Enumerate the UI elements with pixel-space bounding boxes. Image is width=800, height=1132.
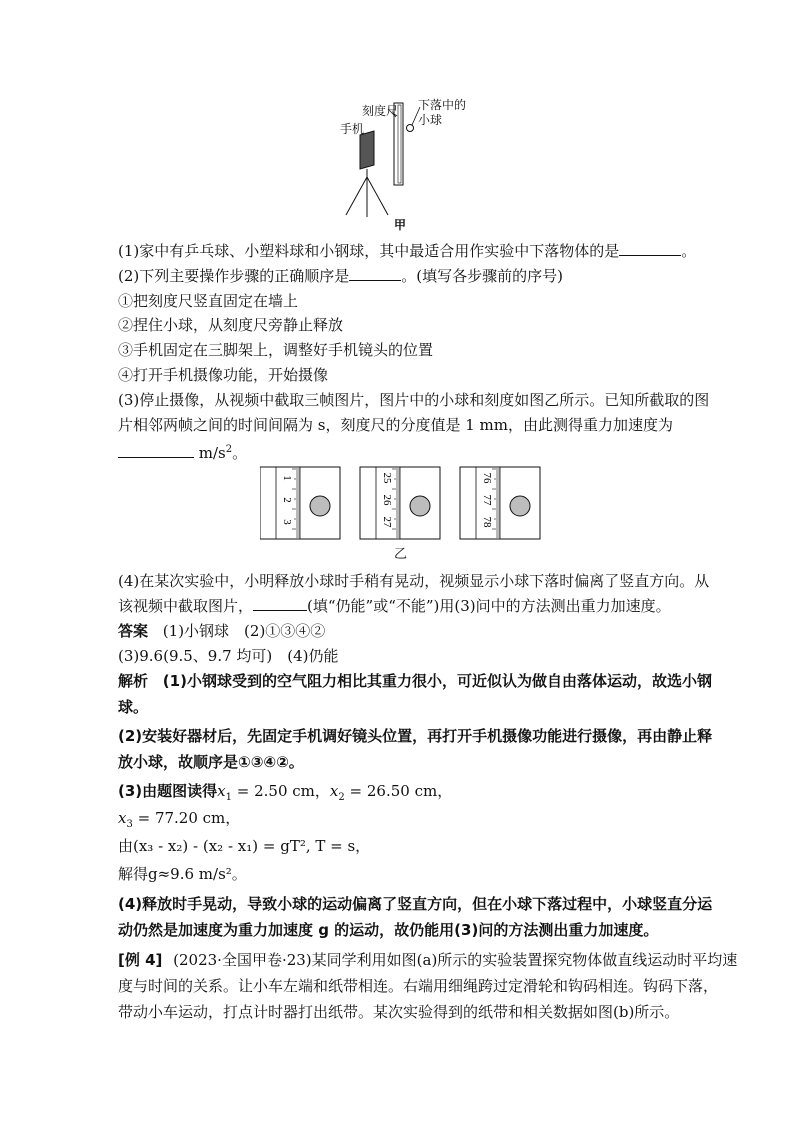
ball — [410, 496, 430, 516]
blank-q1[interactable] — [619, 241, 681, 256]
ruler-tick-label: 25 — [381, 472, 393, 484]
frame-panel-3 — [460, 467, 540, 540]
analysis-p2b: 放小球，故顺序是①③④②。 — [118, 753, 304, 771]
analysis-p3c: 由(x₃ - x₂) - (x₂ - x₁) = gT², T = s， — [118, 837, 371, 855]
analysis-label: 解析 — [118, 672, 149, 690]
analysis-p2a: (2)安装好器材后，先固定手机调好镜头位置，再打开手机摄像功能进行摄像，再由静止释 — [118, 727, 713, 745]
analysis-p3d: 解得g≈9.6 m/s²。 — [118, 865, 247, 883]
analysis-p4b: 动仍然是加速度为重力加速度 g 的运动，故仍能用(3)问的方法测出重力加速度。 — [118, 921, 659, 939]
example4-line1: [例 4] (2023·全国甲卷·23)某同学利用如图(a)所示的实验装置探究物体做直线运动时平均速 — [118, 951, 738, 969]
label-ball-line1: 下落中的 — [418, 98, 467, 112]
figure-a-apparatus — [330, 95, 490, 225]
falling-ball — [407, 125, 414, 132]
blank-q4[interactable] — [253, 596, 307, 611]
ruler-tick-label: 1 — [281, 475, 293, 481]
step-3: ③手机固定在三脚架上，调整好手机镜头的位置 — [118, 341, 434, 359]
label-ball-line2: 小球 — [418, 113, 443, 127]
frame-panel-2 — [360, 467, 440, 540]
caption-jia: 甲 — [394, 218, 407, 232]
analysis-p4a: (4)释放时手晃动，导致小球的运动偏离了竖直方向，但在小球下落过程中，小球竖直分运 — [118, 895, 713, 913]
ruler-tick-label: 76 — [481, 472, 493, 484]
frame-panel-1 — [260, 467, 340, 540]
example4-tag: [例 4] — [118, 951, 163, 969]
ruler-tick-label: 78 — [481, 516, 493, 528]
ruler-tick-label: 77 — [481, 494, 493, 506]
answer-label: 答案 — [118, 622, 149, 640]
ball — [510, 496, 530, 516]
q4-line1: (4)在某次实验中，小明释放小球时手稍有晃动，视频显示小球下落时偏离了竖直方向。从 — [118, 572, 710, 590]
analysis-p1a: 解析 (1)小钢球受到的空气阻力相比其重力很小，可近似认为做自由落体运动，故选小钢 — [118, 672, 712, 690]
caption-yi: 乙 — [394, 547, 408, 562]
analysis-p3b: $x_3 = 77.20$ cm， — [118, 809, 241, 830]
q2: (2)下列主要操作步骤的正确顺序是 。(填写各步骤前的序号) — [118, 267, 563, 285]
q4-line2: 该视频中截取图片， (填“仍能”或“不能”)用(3)问中的方法测出重力加速度。 — [118, 597, 671, 615]
analysis-p1b: 球。 — [118, 698, 149, 716]
example4-line3: 带动小车运动，打点计时器打出纸带。某次实验得到的纸带和相关数据如图(b)所示。 — [118, 1003, 680, 1021]
step-1: ①把刻度尺竖直固定在墙上 — [118, 292, 299, 310]
label-phone: 手机 — [340, 122, 365, 136]
example4-line2: 度与时间的关系。让小车左端和纸带相连。右端用细绳跨过定滑轮和钩码相连。钩码下落， — [118, 977, 719, 995]
step-2: ②捏住小球，从刻度尺旁静止释放 — [118, 316, 344, 334]
ruler-tick-label: 26 — [381, 494, 393, 506]
ball — [310, 496, 330, 516]
blank-q3[interactable] — [118, 443, 194, 458]
analysis-p3a: (3)由题图读得$x_1 = 2.50$ cm，$x_2 = 26.50$ cm， — [118, 782, 453, 803]
answer-line2: (3)9.6(9.5、9.7 均可) (4)仍能 — [118, 647, 339, 665]
q3-line3: $m/s^2$。 — [118, 440, 247, 463]
figure-b-frames — [260, 466, 560, 540]
q3-line1: (3)停止摄像，从视频中截取三帧图片，图片中的小球和刻度如图乙所示。已知所截取的图 — [118, 391, 710, 409]
answer-line1: 答案 (1)小钢球 (2)①③④② — [118, 622, 326, 640]
blank-q2[interactable] — [349, 266, 401, 281]
q1: (1)家中有乒乓球、小塑料球和小钢球，其中最适合用作实验中下落物体的是 。 — [118, 242, 697, 260]
q3-line2: 片相邻两帧之间的时间间隔为 s，刻度尺的分度值是 1 mm，由此测得重力加速度为 — [118, 416, 673, 434]
label-ruler: 刻度尺 — [362, 104, 399, 118]
step-4: ④打开手机摄像功能，开始摄像 — [118, 366, 329, 384]
ruler-tick-label: 2 — [281, 497, 293, 503]
ruler-tick-label: 27 — [381, 516, 393, 528]
ruler-tick-label: 3 — [281, 519, 293, 525]
